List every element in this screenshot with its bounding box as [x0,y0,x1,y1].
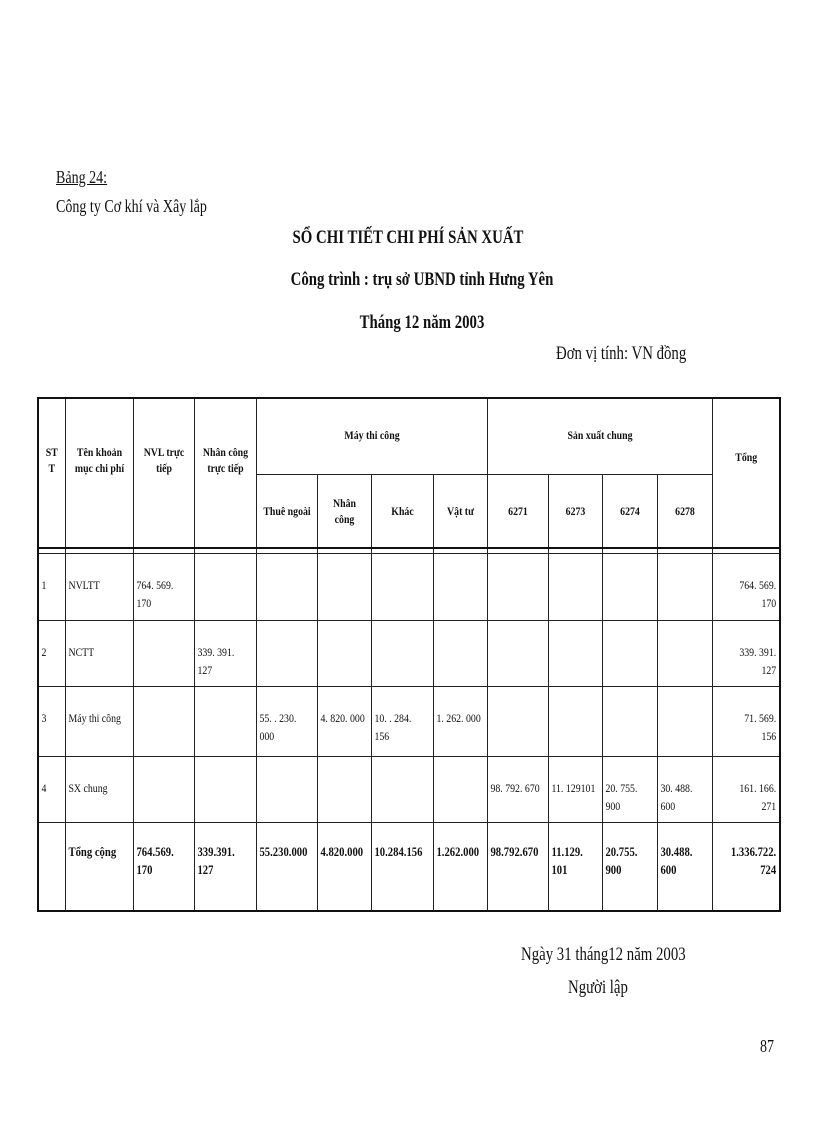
cell-g2 [548,554,602,621]
header-row-top [38,398,780,474]
table-row [38,687,780,757]
cell-m2: 4.820.000 [317,823,371,911]
cell-m4: 1. 262. 000 [433,687,487,757]
cell-total: 161. 166. 271 [712,757,780,823]
cell-m2 [317,554,371,621]
cell-g1 [487,554,548,621]
cell-nc [194,687,256,757]
cell-total: 1.336.722. 724 [712,823,780,911]
total-row [38,823,780,911]
cell-m1 [256,554,317,621]
table-row [38,757,780,823]
cell-m4: 1.262.000 [433,823,487,911]
cell-g1 [487,621,548,687]
cell-g3 [602,554,657,621]
cell-m1: 55.230.000 [256,823,317,911]
cost-ledger-table [37,397,781,912]
cell-g3 [602,687,657,757]
cell-g1 [487,687,548,757]
cell-m4 [433,757,487,823]
page-number: 87 [760,1036,775,1056]
header-machine-rent: Thuê ngoài [256,474,317,548]
cell-g2 [548,621,602,687]
cell-stt: 1 [38,554,65,621]
cell-nvl [133,687,194,757]
cell-nvl [133,621,194,687]
cell-m2: 4. 820. 000 [317,687,371,757]
cell-m3: 10. . 284. 156 [371,687,433,757]
table-row [38,554,780,621]
cell-g3 [602,621,657,687]
cell-g3: 20.755. 900 [602,823,657,911]
header-machine-group: Máy thi công [256,398,487,474]
cell-m2 [317,621,371,687]
cell-g4 [657,621,712,687]
cell-stt: 3 [38,687,65,757]
cell-stt: 4 [38,757,65,823]
header-account: Tên khoản mục chi phí [65,398,133,548]
header-6271: 6271 [487,474,548,548]
cell-name: Tổng cộng [65,823,133,911]
header-nvl: NVL trực tiếp [133,398,194,548]
cell-stt: 2 [38,621,65,687]
cell-m3 [371,554,433,621]
header-general-group: Sản xuất chung [487,398,712,474]
cell-total: 71. 569. 156 [712,687,780,757]
cell-nc [194,757,256,823]
header-stt: ST T [38,398,65,548]
signature-date: Ngày 31 tháng12 năm 2003 [521,944,686,965]
report-period: Tháng 12 năm 2003 [359,312,485,333]
cell-g4 [657,554,712,621]
table-row [38,621,780,687]
cell-g1: 98. 792. 670 [487,757,548,823]
header-machine-other: Khác [371,474,433,548]
cell-total: 339. 391. 127 [712,621,780,687]
cell-name: NCTT [65,621,133,687]
header-machine-material: Vật tư [433,474,487,548]
cell-m4 [433,554,487,621]
cell-total: 764. 569. 170 [712,554,780,621]
header-total: Tổng [712,398,780,548]
cell-nc [194,554,256,621]
header-6274: 6274 [602,474,657,548]
cell-g1: 98.792.670 [487,823,548,911]
cell-m3 [371,621,433,687]
cell-g3: 20. 755. 900 [602,757,657,823]
document-title: SỔ CHI TIẾT CHI PHÍ SẢN XUẤT [292,227,524,248]
cell-g2: 11. 129101 [548,757,602,823]
cell-m3 [371,757,433,823]
cell-g4: 30.488. 600 [657,823,712,911]
cell-g4: 30. 488. 600 [657,757,712,823]
project-name: Công trình : trụ sở UBND tỉnh Hưng Yên [290,269,554,290]
cell-nc: 339.391. 127 [194,823,256,911]
cell-name: SX chung [65,757,133,823]
cell-name: NVLTT [65,554,133,621]
cell-nvl: 764. 569. 170 [133,554,194,621]
header-machine-labor: Nhân công [317,474,371,548]
company-name: Công ty Cơ khí và Xây lắp [56,196,207,216]
cell-g2 [548,687,602,757]
header-nc: Nhân công trực tiếp [194,398,256,548]
cell-m3: 10.284.156 [371,823,433,911]
cell-stt [38,823,65,911]
cell-m2 [317,757,371,823]
cell-name: Máy thi công [65,687,133,757]
header-6278: 6278 [657,474,712,548]
header-6273: 6273 [548,474,602,548]
table-label: Bảng 24: [56,167,108,187]
currency-unit: Đơn vị tính: VN đồng [556,343,687,364]
cell-nvl [133,757,194,823]
cell-nvl: 764.569. 170 [133,823,194,911]
cell-m4 [433,621,487,687]
cell-g2: 11.129. 101 [548,823,602,911]
cell-nc: 339. 391. 127 [194,621,256,687]
signature-role: Người lập [568,977,628,998]
cell-m1: 55. . 230. 000 [256,687,317,757]
cell-m1 [256,757,317,823]
cell-m1 [256,621,317,687]
cell-g4 [657,687,712,757]
